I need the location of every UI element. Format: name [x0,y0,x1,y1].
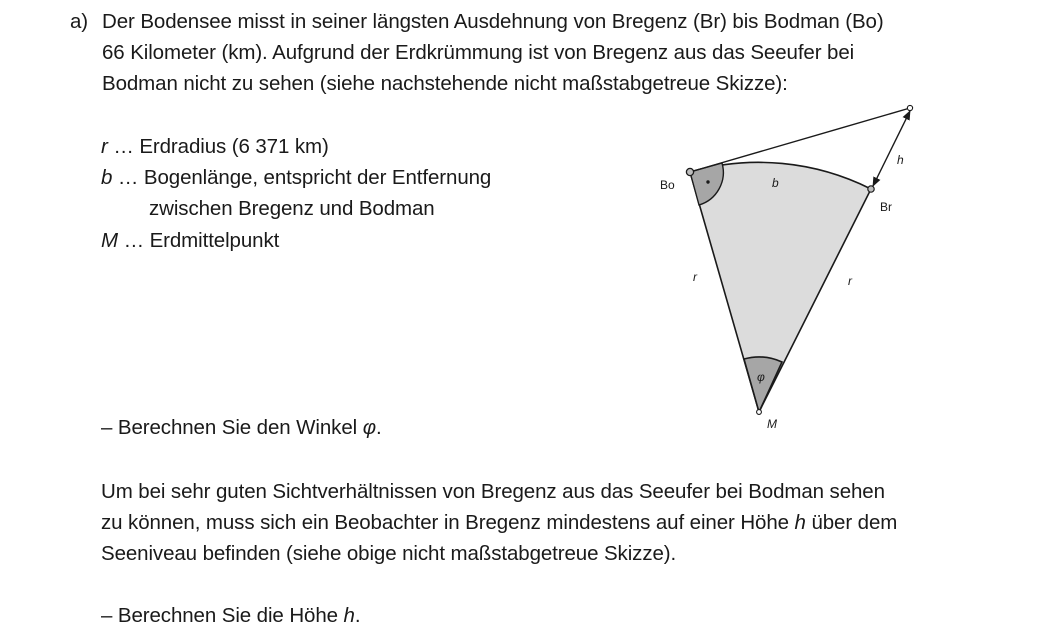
question-height-text: – Berechnen Sie die Höhe [101,604,344,627]
paragraph-2-line-1: Um bei sehr guten Sichtverhältnissen von Bregenz aus das Seeufer bei Bodman sehen [101,480,885,503]
legend-center-text: … Erdmittelpunkt [117,229,280,252]
label-bo: Bo [660,178,675,192]
point-bregenz [868,186,874,192]
intro-line-3: Bodman nicht zu sehen (siehe nachstehende nicht maßstabgetreue Skizze): [102,72,788,95]
paragraph-2-line-2-text: zu können, muss sich ein Beobachter in Bregenz mindestens auf einer Höhe [101,511,795,534]
intro-line-2: 66 Kilometer (km). Aufgrund der Erdkrümmung ist von Bregenz aus das Seeufer bei [102,41,855,64]
paragraph-2-line-2-symbol: h [794,511,806,534]
label-b: b [772,176,779,190]
earth-sector [690,162,871,412]
label-r-left: r [693,270,697,284]
task-label: a) [70,10,89,33]
legend-radius-text: … Erdradius (6 371 km) [107,135,329,158]
label-br: Br [880,200,892,214]
legend-center-symbol: M [101,229,118,252]
question-angle-symbol: φ [362,416,376,439]
question-height-suffix: . [354,604,361,627]
paragraph-2-line-3: Seeniveau befinden (siehe obige nicht maßstabgetreue Skizze). [101,542,677,565]
line-of-sight [690,108,910,172]
label-m: M [767,417,777,431]
label-h: h [897,153,904,167]
label-r-right: r [848,274,852,288]
point-center [757,410,762,415]
angle-phi-mark [744,357,782,412]
height-arrow [873,111,910,186]
label-phi: φ [757,370,765,384]
question-angle-text: – Berechnen Sie den Winkel [101,416,363,439]
legend-arc-continued: zwischen Bregenz und Bodman [149,197,435,220]
point-bodman [686,168,693,175]
right-angle-dot [706,180,709,183]
point-observer [907,105,912,110]
paragraph-2-line-2-post: über dem [805,511,898,534]
question-height-symbol: h [343,604,355,627]
intro-line-1: Der Bodensee misst in seiner längsten Ausdehnung von Bregenz (Br) bis Bodman (Bo) [102,10,884,33]
question-angle-suffix: . [375,416,382,439]
legend-arc-text: … Bogenlänge, entspricht der Entfernung [112,166,492,189]
legend-arc-symbol: b [101,166,113,189]
legend-radius-symbol: r [101,135,108,158]
